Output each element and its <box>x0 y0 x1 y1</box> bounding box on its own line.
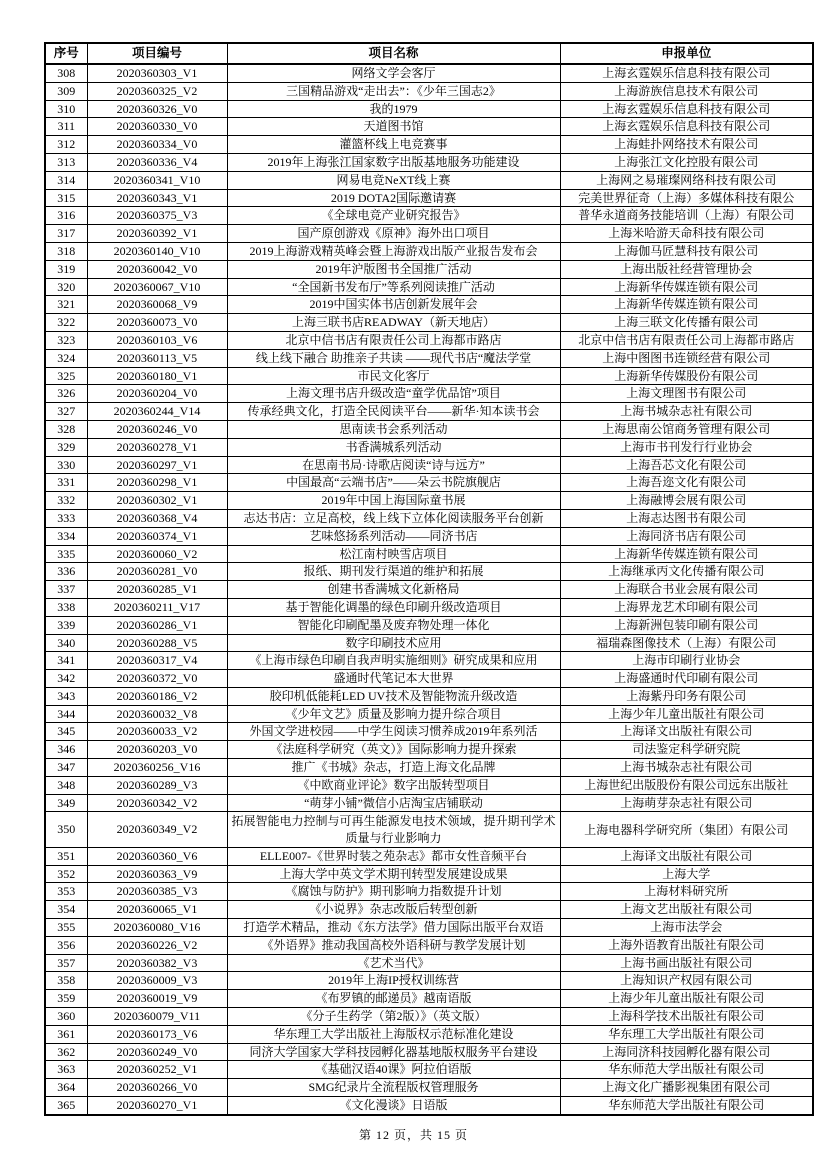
cell-project-name: 2019年上海IP授权训练营 <box>227 972 560 990</box>
cell-serial: 355 <box>45 919 87 937</box>
cell-serial: 317 <box>45 225 87 243</box>
cell-project-name: 2019年中国上海国际童书展 <box>227 492 560 510</box>
cell-applicant: 上海知识产权园有限公司 <box>560 972 813 990</box>
cell-applicant: 上海新华传媒连锁有限公司 <box>560 278 813 296</box>
cell-serial: 323 <box>45 331 87 349</box>
cell-project-code: 2020360042_V0 <box>87 260 227 278</box>
cell-project-code: 2020360372_V0 <box>87 670 227 688</box>
cell-applicant: 上海新华传媒连锁有限公司 <box>560 296 813 314</box>
cell-project-code: 2020360211_V17 <box>87 598 227 616</box>
table-row <box>45 189 813 207</box>
cell-project-name: 2019年上海张江国家数字出版基地服务功能建设 <box>227 153 560 171</box>
cell-serial: 345 <box>45 723 87 741</box>
cell-applicant: 上海思南公馆商务管理有限公司 <box>560 420 813 438</box>
cell-project-code: 2020360180_V1 <box>87 367 227 385</box>
cell-serial: 308 <box>45 64 87 82</box>
cell-project-name: 智能化印刷配墨及废弃物处理一体化 <box>227 616 560 634</box>
cell-project-name: 传承经典文化，打造全民阅读平台——新华·知本读书会 <box>227 403 560 421</box>
cell-project-code: 2020360289_V3 <box>87 776 227 794</box>
table-row <box>45 598 813 616</box>
cell-project-name: 拓展智能电力控制与可再生能源发电技术领域，提升期刊学术质量与行业影响力 <box>227 812 560 847</box>
table-row <box>45 901 813 919</box>
cell-project-name: 上海三联书店READWAY（新天地店） <box>227 314 560 332</box>
table-header <box>45 43 813 64</box>
cell-project-code: 2020360330_V0 <box>87 118 227 136</box>
cell-project-name: 同济大学国家大学科技园孵化器基地版权服务平台建设 <box>227 1043 560 1061</box>
cell-project-code: 2020360244_V14 <box>87 403 227 421</box>
cell-project-name: 《中欧商业评论》数字出版转型项目 <box>227 776 560 794</box>
cell-project-code: 2020360246_V0 <box>87 420 227 438</box>
cell-applicant: 上海书城杂志社有限公司 <box>560 403 813 421</box>
cell-serial: 361 <box>45 1025 87 1043</box>
cell-project-name: ELLE007-《世界时装之苑杂志》都市女性音频平台 <box>227 847 560 865</box>
cell-project-code: 2020360363_V9 <box>87 865 227 883</box>
table-row <box>45 616 813 634</box>
cell-project-name: 志达书店：立足高校，线上线下立体化阅读服务平台创新 <box>227 509 560 527</box>
cell-applicant: 上海游族信息技术有限公司 <box>560 82 813 100</box>
cell-project-code: 2020360375_V3 <box>87 207 227 225</box>
table-row <box>45 296 813 314</box>
cell-serial: 313 <box>45 153 87 171</box>
page-indicator: 第 12 页，共 15 页 <box>358 1128 468 1142</box>
cell-project-name: 国产原创游戏《原神》海外出口项目 <box>227 225 560 243</box>
cell-applicant: 华东师范大学出版社有限公司 <box>560 1061 813 1079</box>
cell-project-code: 2020360067_V10 <box>87 278 227 296</box>
cell-project-name: 2019年沪版图书全国推广活动 <box>227 260 560 278</box>
cell-project-code: 2020360009_V3 <box>87 972 227 990</box>
table-row <box>45 670 813 688</box>
cell-serial: 312 <box>45 136 87 154</box>
cell-applicant: 北京中信书店有限责任公司上海都市路店 <box>560 331 813 349</box>
column-header-applicant: 申报单位 <box>560 43 813 64</box>
cell-project-code: 2020360252_V1 <box>87 1061 227 1079</box>
cell-serial: 343 <box>45 687 87 705</box>
table-row <box>45 456 813 474</box>
cell-project-name: 艺味悠扬系列活动——同济书店 <box>227 527 560 545</box>
cell-applicant: 上海译文出版社有限公司 <box>560 723 813 741</box>
cell-project-code: 2020360032_V8 <box>87 705 227 723</box>
cell-project-name: 在思南书局·诗歌店阅读“诗与远方” <box>227 456 560 474</box>
cell-applicant: 上海玄霆娱乐信息科技有限公司 <box>560 64 813 82</box>
cell-serial: 356 <box>45 936 87 954</box>
cell-project-name: “萌芽小铺”微信小店淘宝店铺联动 <box>227 794 560 812</box>
cell-serial: 333 <box>45 509 87 527</box>
table-row <box>45 492 813 510</box>
table-row <box>45 1097 813 1115</box>
cell-serial: 351 <box>45 847 87 865</box>
cell-applicant: 上海世纪出版股份有限公司远东出版社 <box>560 776 813 794</box>
table-row <box>45 403 813 421</box>
cell-project-name: 《布罗镇的邮递员》越南语版 <box>227 990 560 1008</box>
cell-applicant: 普华永道商务技能培训（上海）有限公司 <box>560 207 813 225</box>
cell-project-name: 基于智能化调墨的绿色印刷升级改造项目 <box>227 598 560 616</box>
table-row <box>45 936 813 954</box>
table-row <box>45 919 813 937</box>
cell-project-name: 《分子生药学（第2版）》（英文版） <box>227 1008 560 1026</box>
cell-applicant: 完美世界征奇（上海）多媒体科技有限公 <box>560 189 813 207</box>
cell-project-code: 2020360349_V2 <box>87 812 227 847</box>
cell-serial: 357 <box>45 954 87 972</box>
table-row <box>45 865 813 883</box>
table-row <box>45 705 813 723</box>
cell-project-code: 2020360080_V16 <box>87 919 227 937</box>
cell-applicant: 上海大学 <box>560 865 813 883</box>
table-row <box>45 1061 813 1079</box>
cell-project-code: 2020360073_V0 <box>87 314 227 332</box>
cell-project-name: 上海文理书店升级改造“童学优品馆”项目 <box>227 385 560 403</box>
cell-project-code: 2020360360_V6 <box>87 847 227 865</box>
cell-project-name: 《腐蚀与防护》期刊影响力指数提升计划 <box>227 883 560 901</box>
cell-applicant: 上海网之易璀璨网络科技有限公司 <box>560 171 813 189</box>
table-row <box>45 812 813 847</box>
cell-applicant: 上海蛙扑网络技术有限公司 <box>560 136 813 154</box>
cell-project-code: 2020360226_V2 <box>87 936 227 954</box>
cell-project-name: 《上海市绿色印刷自我声明实施细则》研究成果和应用 <box>227 652 560 670</box>
cell-applicant: 上海中图图书连锁经营有限公司 <box>560 349 813 367</box>
cell-project-name: 《小说界》杂志改版后转型创新 <box>227 901 560 919</box>
cell-project-code: 2020360204_V0 <box>87 385 227 403</box>
cell-serial: 337 <box>45 581 87 599</box>
cell-project-code: 2020360297_V1 <box>87 456 227 474</box>
cell-serial: 310 <box>45 100 87 118</box>
cell-project-code: 2020360060_V2 <box>87 545 227 563</box>
cell-serial: 324 <box>45 349 87 367</box>
table-row <box>45 225 813 243</box>
table-row <box>45 331 813 349</box>
cell-project-code: 2020360113_V5 <box>87 349 227 367</box>
table-row <box>45 100 813 118</box>
cell-project-code: 2020360341_V10 <box>87 171 227 189</box>
cell-applicant: 司法鉴定科学研究院 <box>560 741 813 759</box>
cell-project-name: 2019 DOTA2国际邀请赛 <box>227 189 560 207</box>
table-row <box>45 64 813 82</box>
cell-project-code: 2020360317_V4 <box>87 652 227 670</box>
cell-project-name: 推广《书城》杂志，打造上海文化品牌 <box>227 759 560 777</box>
cell-applicant: 上海译文出版社有限公司 <box>560 847 813 865</box>
cell-serial: 322 <box>45 314 87 332</box>
cell-applicant: 上海界龙艺术印刷有限公司 <box>560 598 813 616</box>
cell-applicant: 上海吾芯文化有限公司 <box>560 456 813 474</box>
cell-applicant: 上海伽马匠慧科技有限公司 <box>560 242 813 260</box>
cell-applicant: 上海同济科技园孵化器有限公司 <box>560 1043 813 1061</box>
cell-applicant: 上海吾迩文化有限公司 <box>560 474 813 492</box>
cell-serial: 326 <box>45 385 87 403</box>
cell-project-name: 中国最高“云端书店”——朵云书院旗舰店 <box>227 474 560 492</box>
cell-applicant: 上海材料研究所 <box>560 883 813 901</box>
cell-project-code: 2020360342_V2 <box>87 794 227 812</box>
cell-serial: 325 <box>45 367 87 385</box>
cell-serial: 332 <box>45 492 87 510</box>
cell-serial: 363 <box>45 1061 87 1079</box>
cell-project-name: 网易电竞NeXT线上赛 <box>227 171 560 189</box>
cell-applicant: 上海同济书店有限公司 <box>560 527 813 545</box>
cell-project-code: 2020360103_V6 <box>87 331 227 349</box>
cell-project-code: 2020360033_V2 <box>87 723 227 741</box>
cell-serial: 338 <box>45 598 87 616</box>
cell-project-code: 2020360285_V1 <box>87 581 227 599</box>
column-header-project-name: 项目名称 <box>227 43 560 64</box>
cell-serial: 335 <box>45 545 87 563</box>
cell-project-name: 创建书香满城文化新格局 <box>227 581 560 599</box>
cell-project-name: 2019中国实体书店创新发展年会 <box>227 296 560 314</box>
cell-serial: 346 <box>45 741 87 759</box>
cell-project-name: 华东理工大学出版社上海版权示范标准化建设 <box>227 1025 560 1043</box>
cell-applicant: 上海联合书业会展有限公司 <box>560 581 813 599</box>
cell-project-name: 思南读书会系列活动 <box>227 420 560 438</box>
cell-project-name: 报纸、期刊发行渠道的维护和拓展 <box>227 563 560 581</box>
cell-serial: 340 <box>45 634 87 652</box>
cell-project-code: 2020360288_V5 <box>87 634 227 652</box>
cell-serial: 347 <box>45 759 87 777</box>
cell-serial: 334 <box>45 527 87 545</box>
cell-serial: 320 <box>45 278 87 296</box>
cell-project-name: 《文化漫谈》日语版 <box>227 1097 560 1115</box>
cell-serial: 350 <box>45 812 87 847</box>
cell-serial: 349 <box>45 794 87 812</box>
cell-applicant: 上海文艺出版社有限公司 <box>560 901 813 919</box>
cell-serial: 339 <box>45 616 87 634</box>
cell-serial: 319 <box>45 260 87 278</box>
cell-project-code: 2020360343_V1 <box>87 189 227 207</box>
cell-serial: 364 <box>45 1079 87 1097</box>
cell-project-code: 2020360079_V11 <box>87 1008 227 1026</box>
cell-serial: 331 <box>45 474 87 492</box>
cell-project-name: 《法庭科学研究（英文）》国际影响力提升探索 <box>227 741 560 759</box>
cell-project-code: 2020360186_V2 <box>87 687 227 705</box>
table-row <box>45 1043 813 1061</box>
cell-project-name: 《基础汉语40课》阿拉伯语版 <box>227 1061 560 1079</box>
cell-project-code: 2020360173_V6 <box>87 1025 227 1043</box>
cell-project-code: 2020360140_V10 <box>87 242 227 260</box>
cell-applicant: 上海电器科学研究所（集团）有限公司 <box>560 812 813 847</box>
cell-project-name: 上海大学中英文学术期刊转型发展建设成果 <box>227 865 560 883</box>
cell-serial: 352 <box>45 865 87 883</box>
cell-applicant: 华东师范大学出版社有限公司 <box>560 1097 813 1115</box>
cell-serial: 358 <box>45 972 87 990</box>
cell-serial: 316 <box>45 207 87 225</box>
cell-project-name: 数字印刷技术应用 <box>227 634 560 652</box>
cell-applicant: 上海出版社经营管理协会 <box>560 260 813 278</box>
cell-serial: 354 <box>45 901 87 919</box>
cell-serial: 311 <box>45 118 87 136</box>
cell-project-code: 2020360256_V16 <box>87 759 227 777</box>
cell-applicant: 上海新洲包装印刷有限公司 <box>560 616 813 634</box>
table-row <box>45 1079 813 1097</box>
table-body <box>45 64 813 1115</box>
table-row <box>45 171 813 189</box>
cell-applicant: 上海科学技术出版社有限公司 <box>560 1008 813 1026</box>
cell-applicant: 上海继承丙文化传播有限公司 <box>560 563 813 581</box>
cell-applicant: 上海市书刊发行行业协会 <box>560 438 813 456</box>
projects-table <box>44 42 814 1116</box>
cell-project-code: 2020360203_V0 <box>87 741 227 759</box>
table-row <box>45 776 813 794</box>
table-row <box>45 367 813 385</box>
cell-project-name: 胶印机低能耗LED UV技术及智能物流升级改造 <box>227 687 560 705</box>
cell-project-name: 松江南村映雪店项目 <box>227 545 560 563</box>
table-row <box>45 759 813 777</box>
table-row <box>45 349 813 367</box>
cell-project-code: 2020360385_V3 <box>87 883 227 901</box>
column-header-serial: 序号 <box>45 43 87 64</box>
cell-applicant: 福瑞森图像技术（上海）有限公司 <box>560 634 813 652</box>
cell-applicant: 上海文化广播影视集团有限公司 <box>560 1079 813 1097</box>
cell-project-name: 市民文化客厅 <box>227 367 560 385</box>
table-row <box>45 420 813 438</box>
cell-project-name: 线上线下融合 助推亲子共读 ——现代书店“魔法学堂 <box>227 349 560 367</box>
cell-serial: 318 <box>45 242 87 260</box>
cell-project-code: 2020360281_V0 <box>87 563 227 581</box>
cell-project-code: 2020360278_V1 <box>87 438 227 456</box>
cell-applicant: 上海少年儿童出版社有限公司 <box>560 990 813 1008</box>
cell-project-code: 2020360286_V1 <box>87 616 227 634</box>
cell-applicant: 上海盛通时代印刷有限公司 <box>560 670 813 688</box>
cell-applicant: 上海市法学会 <box>560 919 813 937</box>
table-row <box>45 652 813 670</box>
table-row <box>45 278 813 296</box>
cell-project-code: 2020360326_V0 <box>87 100 227 118</box>
cell-serial: 329 <box>45 438 87 456</box>
cell-project-code: 2020360302_V1 <box>87 492 227 510</box>
table-row <box>45 847 813 865</box>
cell-project-name: 网络文学会客厅 <box>227 64 560 82</box>
cell-applicant: 上海紫丹印务有限公司 <box>560 687 813 705</box>
cell-project-name: 《艺术当代》 <box>227 954 560 972</box>
cell-applicant: 上海新华传媒连锁有限公司 <box>560 545 813 563</box>
table-row <box>45 563 813 581</box>
table-row <box>45 527 813 545</box>
cell-serial: 328 <box>45 420 87 438</box>
cell-project-code: 2020360249_V0 <box>87 1043 227 1061</box>
cell-applicant: 上海萌芽杂志社有限公司 <box>560 794 813 812</box>
cell-project-name: 我的1979 <box>227 100 560 118</box>
cell-serial: 321 <box>45 296 87 314</box>
cell-applicant: 上海市印刷行业协会 <box>560 652 813 670</box>
cell-applicant: 上海米哈游天命科技有限公司 <box>560 225 813 243</box>
cell-serial: 341 <box>45 652 87 670</box>
cell-project-code: 2020360334_V0 <box>87 136 227 154</box>
table-row <box>45 545 813 563</box>
cell-project-code: 2020360374_V1 <box>87 527 227 545</box>
table-row <box>45 438 813 456</box>
cell-serial: 342 <box>45 670 87 688</box>
table-row <box>45 385 813 403</box>
cell-project-code: 2020360382_V3 <box>87 954 227 972</box>
cell-project-name: 外国文学进校园——中学生阅读习惯养成2019年系列活 <box>227 723 560 741</box>
table-row <box>45 990 813 1008</box>
cell-serial: 353 <box>45 883 87 901</box>
cell-project-code: 2020360325_V2 <box>87 82 227 100</box>
table-row <box>45 1008 813 1026</box>
table-row <box>45 509 813 527</box>
table-row <box>45 972 813 990</box>
table-row <box>45 954 813 972</box>
cell-applicant: 上海少年儿童出版社有限公司 <box>560 705 813 723</box>
cell-project-name: 《少年文艺》质量及影响力提升综合项目 <box>227 705 560 723</box>
cell-serial: 309 <box>45 82 87 100</box>
cell-serial: 359 <box>45 990 87 1008</box>
cell-project-code: 2020360068_V9 <box>87 296 227 314</box>
cell-project-name: “全国新书发布厅”等系列阅读推广活动 <box>227 278 560 296</box>
cell-applicant: 上海志达图书有限公司 <box>560 509 813 527</box>
table-row <box>45 314 813 332</box>
cell-applicant: 上海外语教育出版社有限公司 <box>560 936 813 954</box>
cell-serial: 314 <box>45 171 87 189</box>
table-row <box>45 741 813 759</box>
table-row <box>45 1025 813 1043</box>
cell-applicant: 上海三联文化传播有限公司 <box>560 314 813 332</box>
table-row <box>45 883 813 901</box>
cell-project-code: 2020360303_V1 <box>87 64 227 82</box>
cell-serial: 362 <box>45 1043 87 1061</box>
cell-serial: 365 <box>45 1097 87 1115</box>
table-row <box>45 207 813 225</box>
cell-applicant: 上海书画出版社有限公司 <box>560 954 813 972</box>
cell-project-name: SMG纪录片全流程版权管理服务 <box>227 1079 560 1097</box>
cell-project-name: 《全球电竞产业研究报告》 <box>227 207 560 225</box>
cell-project-code: 2020360019_V9 <box>87 990 227 1008</box>
table-row <box>45 136 813 154</box>
table-row <box>45 242 813 260</box>
cell-project-name: 天道图书馆 <box>227 118 560 136</box>
table-row <box>45 474 813 492</box>
cell-serial: 336 <box>45 563 87 581</box>
cell-applicant: 上海玄霆娱乐信息科技有限公司 <box>560 118 813 136</box>
cell-applicant: 华东理工大学出版社有限公司 <box>560 1025 813 1043</box>
cell-project-name: 北京中信书店有限责任公司上海都市路店 <box>227 331 560 349</box>
cell-applicant: 上海文理图书有限公司 <box>560 385 813 403</box>
cell-applicant: 上海玄霆娱乐信息科技有限公司 <box>560 100 813 118</box>
cell-project-name: 灌篮杯线上电竞赛事 <box>227 136 560 154</box>
table-row <box>45 687 813 705</box>
cell-serial: 330 <box>45 456 87 474</box>
cell-serial: 344 <box>45 705 87 723</box>
cell-project-name: 《外语界》推动我国高校外语科研与教学发展计划 <box>227 936 560 954</box>
cell-serial: 315 <box>45 189 87 207</box>
cell-applicant: 上海新华传媒股份有限公司 <box>560 367 813 385</box>
table-row <box>45 794 813 812</box>
cell-project-code: 2020360065_V1 <box>87 901 227 919</box>
cell-project-code: 2020360368_V4 <box>87 509 227 527</box>
table-row <box>45 118 813 136</box>
table-row <box>45 723 813 741</box>
cell-serial: 348 <box>45 776 87 794</box>
cell-project-name: 书香满城系列活动 <box>227 438 560 456</box>
table-row <box>45 260 813 278</box>
cell-serial: 327 <box>45 403 87 421</box>
cell-project-code: 2020360298_V1 <box>87 474 227 492</box>
cell-project-name: 三国精品游戏“走出去”：《少年三国志2》 <box>227 82 560 100</box>
cell-project-code: 2020360270_V1 <box>87 1097 227 1115</box>
cell-project-name: 打造学术精品，推动《东方法学》借力国际出版平台双语 <box>227 919 560 937</box>
cell-project-name: 盛通时代笔记本大世界 <box>227 670 560 688</box>
cell-applicant: 上海张江文化控股有限公司 <box>560 153 813 171</box>
column-header-project-code: 项目编号 <box>87 43 227 64</box>
table-row <box>45 581 813 599</box>
cell-project-name: 2019上海游戏精英峰会暨上海游戏出版产业报告发布会 <box>227 242 560 260</box>
cell-project-code: 2020360392_V1 <box>87 225 227 243</box>
cell-applicant: 上海书城杂志社有限公司 <box>560 759 813 777</box>
table-row <box>45 153 813 171</box>
cell-project-code: 2020360266_V0 <box>87 1079 227 1097</box>
table-row <box>45 634 813 652</box>
table-row <box>45 82 813 100</box>
cell-applicant: 上海融博会展有限公司 <box>560 492 813 510</box>
cell-project-code: 2020360336_V4 <box>87 153 227 171</box>
cell-serial: 360 <box>45 1008 87 1026</box>
